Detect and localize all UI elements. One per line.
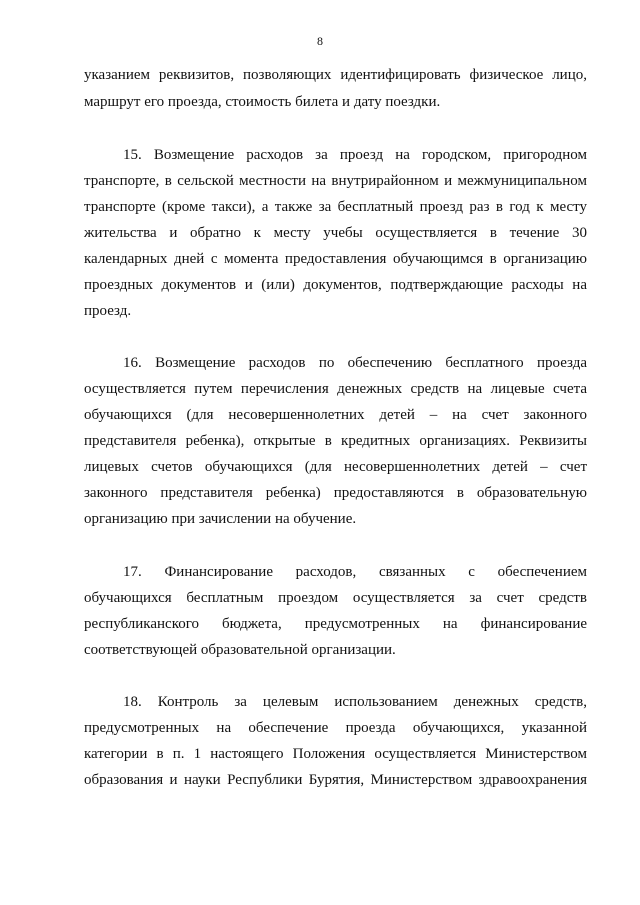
text-line: организацию при зачислении на обучение. [84, 511, 357, 527]
paragraph-18-first-line: 18. Контроль за целевым использованием денежных средств, [123, 694, 587, 710]
text-line: категории в п. 1 настоящего Положения осуществляется Министерством [84, 746, 587, 762]
text-line: обучающихся бесплатным проездом осуществляется за счет средств [84, 590, 587, 606]
text-line: проезд. [84, 303, 132, 319]
text-line: законного представителя ребенка) предоставляются в образовательную [84, 485, 587, 501]
text-line: соответствующей образовательной организации. [84, 642, 396, 658]
text-line: жительства и обратно к месту учебы осуществляется в течение 30 [84, 225, 587, 241]
text-line: проездных документов и (или) документов, подтверждающие расходы на [84, 277, 587, 293]
text-line: республиканского бюджета, предусмотренных на финансирование [84, 616, 587, 632]
text-line: предусмотренных на обеспечение проезда обучающихся, указанной [84, 720, 587, 736]
text-line: лицевых счетов обучающихся (для несовершеннолетних детей – счет [84, 459, 587, 475]
text-line: представителя ребенка), открытые в кредитных организациях. Реквизиты [84, 433, 587, 449]
text-line: указанием реквизитов, позволяющих идентифицировать физическое лицо, [84, 67, 587, 83]
page-number: 8 [317, 34, 323, 48]
paragraph-15-first-line: 15. Возмещение расходов за проезд на городском, пригородном [123, 147, 587, 163]
text-line: обучающихся (для несовершеннолетних детей – на счет законного [84, 407, 587, 423]
text-line: транспорте, в сельской местности на внутрирайонном и межмуниципальном [84, 173, 587, 189]
text-line: осуществляется путем перечисления денежных средств на лицевые счета [84, 381, 587, 397]
text-line: маршрут его проезда, стоимость билета и дату поездки. [84, 94, 441, 110]
text-line: образования и науки Республики Бурятия, Министерством здравоохранения [84, 772, 587, 788]
text-line: транспорте (кроме такси), а также за бесплатный проезд раз в год к месту [84, 199, 587, 215]
paragraph-16-first-line: 16. Возмещение расходов по обеспечению бесплатного проезда [123, 355, 587, 371]
paragraph-17-first-line: 17. Финансирование расходов, связанных с обеспечением [123, 564, 587, 580]
text-line: календарных дней с момента предоставления обучающимся в организацию [84, 251, 587, 267]
